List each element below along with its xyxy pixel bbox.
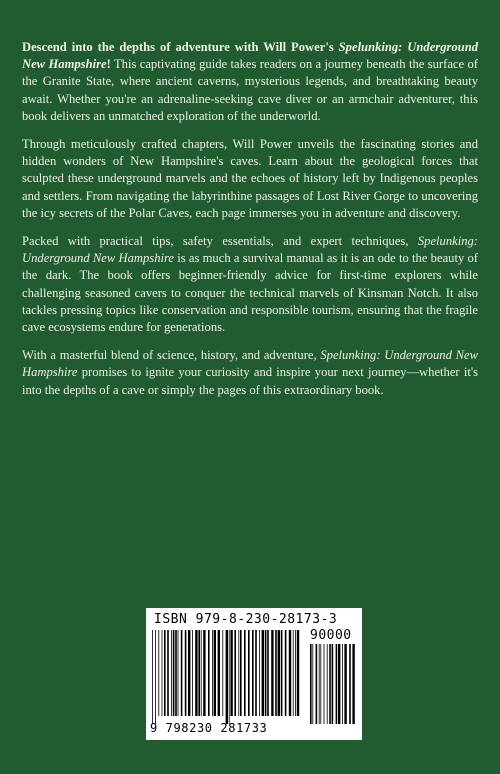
barcode-bar [192,630,193,716]
barcode-bar [203,630,205,716]
barcode-bar [320,644,321,724]
barcode-bar [259,630,260,716]
barcode-bar [214,630,216,716]
isbn-barcode [146,608,362,740]
barcode-bar [285,630,287,716]
barcode-bar [158,630,159,716]
barcode-bar [336,644,338,724]
barcode-bar [278,630,280,716]
blurb-paragraph-2: Through meticulously crafted chapters, Will Power unveils the fascinating stories and hidden wonders of New Hampshire's caves. Learn about the geological forces that sculpted these underground marvels and the echoes of history left by Indigenous peoples and settlers. From navigating the labyrinthine passages of Lost River Gorge to uncovering the icy secrets of the Polar Caves, each page immerses you in adventure and discovery. [22,137,478,220]
barcode-bar [267,630,269,716]
price-addon-code: 90000 [310,628,352,643]
barcode-bar [188,630,190,716]
blurb-paragraph-3: Packed with practical tips, safety essentials, and expert techniques, Spelunking: Underground New Hampshire is as much a survival manual as it is an ode to the beauty of the dark. The book offers beginner-friendly advice for first-time explorers while challenging seasoned cavers to conquer the technical marvels of Kinsman Notch. It also tackles pressing topics like conservation and responsible tourism, ensuring that the fragile cave ecosystems endure for generations. [22,234,478,335]
barcode-bar [319,644,320,724]
barcode-bar [255,630,257,716]
barcode-bar [275,630,277,716]
ean-digits: 9 798230 281733 [150,721,268,735]
barcode-bar [201,630,202,716]
barcode-bar [248,630,250,716]
barcode-bar [181,630,183,716]
barcode-bar [234,630,236,716]
barcode-bar [173,630,175,716]
book-title: Spelunking: Underground New Hampshire [22,348,478,380]
blurb-lead: Descend into the depths of adventure with Will Power's Spelunking: Underground New Hampshire! [22,40,478,72]
barcode-bar [230,630,232,716]
barcode-bar [195,630,197,716]
barcode-bar [208,630,210,716]
barcode-bar [171,630,172,716]
barcode-bar [262,630,264,716]
barcode-bar [155,630,156,724]
blurb-paragraph-1: Descend into the depths of adventure with Will Power's Spelunking: Underground New Hampshire! This captivating guide takes readers on a journey beneath the surface of the Granite State, where ancient caverns, mysterious legends, and breathtaking beauty await. Whether you're an adrenaline-seeking cave diver or an armchair adventurer, this book delivers an unmatched exploration of the underworld. [22,40,478,123]
barcode-bar [238,630,239,716]
barcode-bar [212,630,213,716]
barcode-bar [178,630,179,716]
book-description [22,39,478,410]
ean-barcode-bars [152,630,302,724]
barcode-bar [312,644,313,724]
barcode-bar [152,630,153,724]
barcode-bar [252,630,254,716]
barcode-bar [329,644,331,724]
barcode-bar [265,630,267,716]
barcode-bar [164,630,166,716]
barcode-bar [226,630,228,724]
barcode-bar [167,630,169,716]
barcode-bar [342,644,343,724]
barcode-bar [240,630,242,716]
barcode-bar [198,630,200,716]
barcode-bar [310,644,312,724]
blurb-paragraph-4: With a masterful blend of science, history, and adventure, Spelunking: Underground New Hampshire promises to ignite your curiosity and inspire your next journey—whether it's into the depths of a cave or simply the pages of this extraordinary book. [22,348,478,397]
barcode-bar [244,630,246,716]
barcode-bar [185,630,187,716]
barcode-bar [349,644,351,724]
barcode-bar [316,644,318,724]
barcode-bar [162,630,163,716]
barcode-bar [222,630,223,716]
barcode-bar [271,630,273,716]
barcode-bar [293,630,294,716]
isbn-label: ISBN 979-8-230-28173-3 [154,612,338,627]
barcode-bar [324,644,325,724]
book-title: Spelunking: Underground New Hampshire [22,40,478,72]
barcode-bar [281,630,283,716]
barcode-bar [344,644,346,724]
barcode-bar [289,630,291,716]
barcode-bar [332,644,334,724]
barcode-bar [218,630,220,716]
addon-barcode-bars [310,644,356,724]
barcode-bar [175,630,177,716]
book-title: Spelunking: Underground New Hampshire [22,234,478,266]
barcode-bar [338,644,340,724]
barcode-bar [327,644,328,724]
barcode-bar [295,630,296,716]
barcode-bar [297,630,299,716]
barcode-bar [352,644,354,724]
barcode-bar [229,630,230,724]
